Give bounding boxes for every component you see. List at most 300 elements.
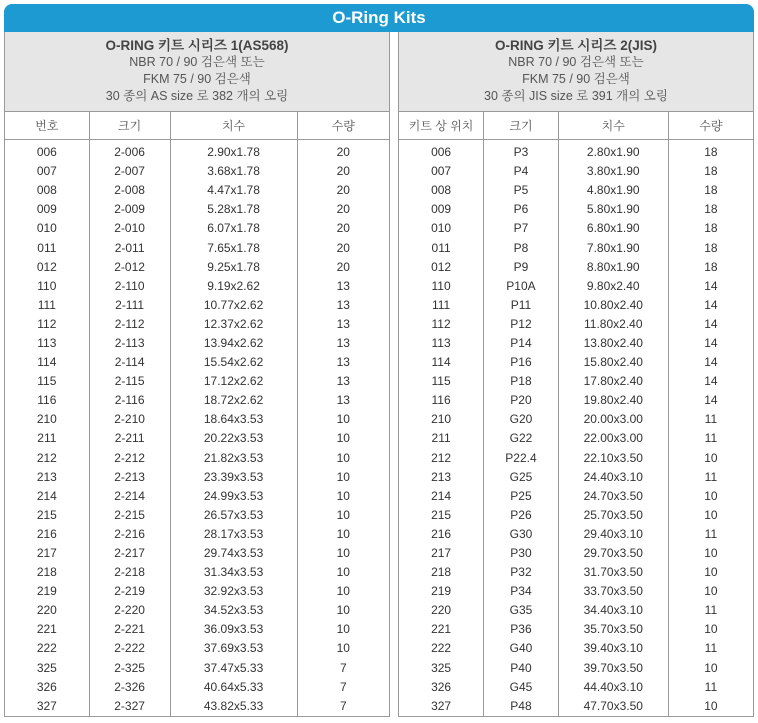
table-cell: 009 — [399, 200, 484, 219]
table-cell: 325 — [399, 659, 484, 678]
table-cell: 13 — [297, 334, 389, 353]
table-cell: 3.68x1.78 — [170, 162, 297, 181]
table-cell: P40 — [484, 659, 559, 678]
table-row — [5, 238, 390, 257]
table-cell: P7 — [484, 219, 559, 238]
table-cell: 10 — [668, 487, 753, 506]
table-cell: 11 — [668, 678, 753, 697]
table-row — [399, 697, 754, 717]
left-table-body — [5, 140, 390, 717]
table-row — [399, 582, 754, 601]
table-cell: 14 — [668, 334, 753, 353]
table-cell: 4.80x1.90 — [558, 181, 668, 200]
table-cell: 22.10x3.50 — [558, 449, 668, 468]
table-cell: 215 — [399, 506, 484, 525]
table-cell: 10 — [668, 449, 753, 468]
table-cell: 29.70x3.50 — [558, 544, 668, 563]
table-cell: 327 — [5, 697, 90, 717]
table-cell: 220 — [5, 601, 90, 620]
table-cell: 14 — [668, 353, 753, 372]
table-cell: 222 — [5, 639, 90, 658]
right-line-2: FKM 75 / 90 검은색 — [522, 72, 630, 86]
table-cell: 219 — [399, 582, 484, 601]
right-header — [398, 32, 754, 111]
table-cell: 34.52x3.53 — [170, 601, 297, 620]
table-cell: 20.22x3.53 — [170, 429, 297, 448]
table-cell: 2-220 — [89, 601, 170, 620]
table-cell: 18 — [668, 258, 753, 277]
right-col-kit-position: 키트 상 위치 — [399, 112, 484, 140]
table-cell: 18.72x2.62 — [170, 391, 297, 410]
table-cell: 10.80x2.40 — [558, 296, 668, 315]
tables-container — [4, 32, 754, 717]
table-cell: 10 — [297, 487, 389, 506]
table-cell: 36.09x3.53 — [170, 620, 297, 639]
table-cell: 7 — [297, 678, 389, 697]
table-cell: G20 — [484, 410, 559, 429]
table-cell: 47.70x3.50 — [558, 697, 668, 717]
table-cell: 10 — [668, 544, 753, 563]
table-cell: 23.39x3.53 — [170, 468, 297, 487]
table-cell: 32.92x3.53 — [170, 582, 297, 601]
table-row — [5, 697, 390, 717]
table-cell: P6 — [484, 200, 559, 219]
table-cell: 2-215 — [89, 506, 170, 525]
table-cell: 10 — [297, 410, 389, 429]
table-cell: P25 — [484, 487, 559, 506]
table-cell: 26.57x3.53 — [170, 506, 297, 525]
table-cell: 31.34x3.53 — [170, 563, 297, 582]
right-table-body — [399, 140, 754, 717]
table-cell: 008 — [5, 181, 90, 200]
banner-title: O-Ring Kits — [4, 4, 754, 32]
left-table-header-row — [5, 112, 390, 140]
right-line-1: NBR 70 / 90 검은색 또는 — [508, 55, 644, 69]
table-cell: 216 — [5, 525, 90, 544]
table-cell: 007 — [5, 162, 90, 181]
table-row — [399, 296, 754, 315]
table-cell: 29.40x3.10 — [558, 525, 668, 544]
table-cell: P18 — [484, 372, 559, 391]
table-cell: 006 — [399, 140, 484, 163]
table-cell: 17.80x2.40 — [558, 372, 668, 391]
table-cell: 210 — [5, 410, 90, 429]
table-cell: 326 — [5, 678, 90, 697]
left-col-number: 번호 — [5, 112, 90, 140]
table-row — [5, 525, 390, 544]
right-col-dimension: 치수 — [558, 112, 668, 140]
table-row — [399, 277, 754, 296]
table-cell: 10 — [668, 620, 753, 639]
table-cell: 2.80x1.90 — [558, 140, 668, 163]
page — [4, 4, 754, 717]
table-cell: 2.90x1.78 — [170, 140, 297, 163]
table-cell: G22 — [484, 429, 559, 448]
table-row — [5, 506, 390, 525]
table-cell: 29.74x3.53 — [170, 544, 297, 563]
table-cell: 012 — [5, 258, 90, 277]
table-cell: 218 — [5, 563, 90, 582]
table-cell: 7 — [297, 697, 389, 717]
table-cell: 011 — [5, 238, 90, 257]
table-cell: 2-116 — [89, 391, 170, 410]
table-cell: 43.82x5.33 — [170, 697, 297, 717]
table-cell: 2-326 — [89, 678, 170, 697]
table-cell: G45 — [484, 678, 559, 697]
table-cell: 2-110 — [89, 277, 170, 296]
table-cell: 2-111 — [89, 296, 170, 315]
table-cell: 20 — [297, 162, 389, 181]
table-cell: 18 — [668, 219, 753, 238]
table-cell: 14 — [668, 315, 753, 334]
left-col-dimension: 치수 — [170, 112, 297, 140]
left-panel — [4, 32, 390, 717]
left-table — [4, 111, 390, 717]
table-cell: 112 — [399, 315, 484, 334]
table-cell: 2-221 — [89, 620, 170, 639]
right-table — [398, 111, 754, 717]
left-title: O-RING 키트 시리즈 1(AS568) — [105, 38, 289, 53]
table-cell: P34 — [484, 582, 559, 601]
table-row — [399, 487, 754, 506]
table-cell: 10 — [668, 563, 753, 582]
table-row — [5, 140, 390, 163]
table-row — [399, 315, 754, 334]
table-cell: 18 — [668, 238, 753, 257]
table-cell: P8 — [484, 238, 559, 257]
table-row — [5, 544, 390, 563]
table-cell: 210 — [399, 410, 484, 429]
table-cell: 20 — [297, 258, 389, 277]
table-cell: 6.80x1.90 — [558, 219, 668, 238]
left-col-quantity: 수량 — [297, 112, 389, 140]
table-cell: 327 — [399, 697, 484, 717]
table-row — [399, 468, 754, 487]
table-row — [5, 429, 390, 448]
table-cell: 214 — [399, 487, 484, 506]
table-cell: 10 — [668, 506, 753, 525]
table-cell: 114 — [399, 353, 484, 372]
table-row — [5, 296, 390, 315]
table-row — [5, 678, 390, 697]
table-row — [5, 258, 390, 277]
table-cell: 3.80x1.90 — [558, 162, 668, 181]
table-cell: P36 — [484, 620, 559, 639]
table-row — [399, 140, 754, 163]
table-cell: 2-113 — [89, 334, 170, 353]
table-cell: 2-211 — [89, 429, 170, 448]
table-cell: 2-115 — [89, 372, 170, 391]
table-cell: 18 — [668, 200, 753, 219]
table-row — [5, 162, 390, 181]
table-cell: P16 — [484, 353, 559, 372]
table-cell: 11 — [668, 639, 753, 658]
table-cell: G35 — [484, 601, 559, 620]
table-cell: 35.70x3.50 — [558, 620, 668, 639]
table-cell: 39.40x3.10 — [558, 639, 668, 658]
table-cell: 219 — [5, 582, 90, 601]
left-line-2: FKM 75 / 90 검은색 — [143, 72, 251, 86]
table-cell: 20 — [297, 219, 389, 238]
right-panel — [398, 32, 754, 717]
table-cell: 10 — [297, 544, 389, 563]
table-row — [399, 410, 754, 429]
table-cell: 2-222 — [89, 639, 170, 658]
table-cell: 11 — [668, 429, 753, 448]
table-cell: 2-214 — [89, 487, 170, 506]
table-cell: 13 — [297, 372, 389, 391]
table-row — [399, 678, 754, 697]
left-header — [4, 32, 390, 111]
table-cell: 116 — [399, 391, 484, 410]
table-row — [399, 219, 754, 238]
table-cell: 17.12x2.62 — [170, 372, 297, 391]
table-cell: 217 — [5, 544, 90, 563]
table-cell: P20 — [484, 391, 559, 410]
table-cell: 2-009 — [89, 200, 170, 219]
table-cell: 21.82x3.53 — [170, 449, 297, 468]
table-row — [5, 200, 390, 219]
table-cell: P22.4 — [484, 449, 559, 468]
table-cell: 10 — [297, 449, 389, 468]
table-cell: P9 — [484, 258, 559, 277]
table-cell: 20.00x3.00 — [558, 410, 668, 429]
table-row — [399, 449, 754, 468]
table-row — [5, 659, 390, 678]
table-row — [399, 659, 754, 678]
table-cell: P32 — [484, 563, 559, 582]
table-cell: 20 — [297, 140, 389, 163]
table-row — [5, 449, 390, 468]
table-cell: P5 — [484, 181, 559, 200]
table-cell: 18 — [668, 140, 753, 163]
table-cell: 2-210 — [89, 410, 170, 429]
table-cell: 10 — [297, 468, 389, 487]
table-cell: 15.54x2.62 — [170, 353, 297, 372]
table-cell: 13 — [297, 353, 389, 372]
table-row — [399, 506, 754, 525]
right-title: O-RING 키트 시리즈 2(JIS) — [495, 38, 657, 53]
table-cell: 10 — [668, 659, 753, 678]
right-table-header-row — [399, 112, 754, 140]
table-cell: 6.07x1.78 — [170, 219, 297, 238]
table-cell: 215 — [5, 506, 90, 525]
table-cell: 8.80x1.90 — [558, 258, 668, 277]
table-cell: 2-114 — [89, 353, 170, 372]
table-cell: 18.64x3.53 — [170, 410, 297, 429]
table-cell: 2-008 — [89, 181, 170, 200]
table-cell: 221 — [399, 620, 484, 639]
table-cell: 012 — [399, 258, 484, 277]
table-cell: P4 — [484, 162, 559, 181]
table-cell: 7.80x1.90 — [558, 238, 668, 257]
left-line-3: 30 종의 AS size 로 382 개의 오링 — [105, 89, 289, 103]
table-cell: 13 — [297, 296, 389, 315]
table-row — [399, 162, 754, 181]
table-cell: 111 — [399, 296, 484, 315]
table-cell: 11 — [668, 410, 753, 429]
table-cell: 13 — [297, 277, 389, 296]
table-cell: 39.70x3.50 — [558, 659, 668, 678]
table-cell: 220 — [399, 601, 484, 620]
table-cell: G30 — [484, 525, 559, 544]
table-row — [399, 334, 754, 353]
table-row — [5, 181, 390, 200]
table-cell: 325 — [5, 659, 90, 678]
table-cell: 212 — [399, 449, 484, 468]
table-cell: 10 — [297, 639, 389, 658]
table-cell: P26 — [484, 506, 559, 525]
table-cell: 10 — [297, 506, 389, 525]
table-cell: 110 — [399, 277, 484, 296]
table-cell: 13.94x2.62 — [170, 334, 297, 353]
table-cell: 12.37x2.62 — [170, 315, 297, 334]
table-row — [5, 582, 390, 601]
table-cell: 10 — [297, 563, 389, 582]
table-cell: 008 — [399, 181, 484, 200]
table-row — [5, 639, 390, 658]
table-cell: 222 — [399, 639, 484, 658]
table-cell: 14 — [668, 296, 753, 315]
table-row — [399, 601, 754, 620]
table-cell: 5.80x1.90 — [558, 200, 668, 219]
table-row — [5, 334, 390, 353]
table-cell: P12 — [484, 315, 559, 334]
table-row — [399, 544, 754, 563]
table-cell: 011 — [399, 238, 484, 257]
table-cell: 20 — [297, 238, 389, 257]
left-line-1: NBR 70 / 90 검은색 또는 — [129, 55, 265, 69]
table-cell: 24.70x3.50 — [558, 487, 668, 506]
table-cell: 40.64x5.33 — [170, 678, 297, 697]
table-cell: 2-112 — [89, 315, 170, 334]
table-cell: 18 — [668, 162, 753, 181]
table-row — [399, 372, 754, 391]
table-cell: 113 — [399, 334, 484, 353]
table-cell: 10 — [668, 582, 753, 601]
table-cell: 11 — [668, 525, 753, 544]
table-cell: 10 — [297, 601, 389, 620]
table-cell: 2-213 — [89, 468, 170, 487]
table-cell: 115 — [399, 372, 484, 391]
table-cell: 007 — [399, 162, 484, 181]
table-cell: 115 — [5, 372, 90, 391]
table-cell: 010 — [399, 219, 484, 238]
table-cell: 24.40x3.10 — [558, 468, 668, 487]
table-cell: G40 — [484, 639, 559, 658]
table-row — [399, 563, 754, 582]
table-row — [5, 372, 390, 391]
table-cell: 5.28x1.78 — [170, 200, 297, 219]
table-cell: 14 — [668, 277, 753, 296]
table-cell: 2-219 — [89, 582, 170, 601]
table-row — [5, 601, 390, 620]
table-cell: P14 — [484, 334, 559, 353]
table-cell: 34.40x3.10 — [558, 601, 668, 620]
table-row — [5, 315, 390, 334]
table-row — [399, 429, 754, 448]
table-cell: 13.80x2.40 — [558, 334, 668, 353]
table-row — [399, 391, 754, 410]
table-cell: 37.47x5.33 — [170, 659, 297, 678]
table-cell: 2-212 — [89, 449, 170, 468]
table-row — [399, 353, 754, 372]
table-cell: 10 — [668, 697, 753, 717]
table-cell: 213 — [5, 468, 90, 487]
table-row — [399, 525, 754, 544]
table-cell: 10 — [297, 582, 389, 601]
table-row — [399, 181, 754, 200]
table-cell: 114 — [5, 353, 90, 372]
right-line-3: 30 종의 JIS size 로 391 개의 오링 — [484, 89, 668, 103]
table-cell: 218 — [399, 563, 484, 582]
table-cell: 11.80x2.40 — [558, 315, 668, 334]
table-cell: 9.25x1.78 — [170, 258, 297, 277]
table-cell: P10A — [484, 277, 559, 296]
table-cell: 11 — [668, 468, 753, 487]
table-cell: 18 — [668, 181, 753, 200]
table-row — [399, 238, 754, 257]
table-cell: 010 — [5, 219, 90, 238]
table-cell: 7.65x1.78 — [170, 238, 297, 257]
table-cell: 31.70x3.50 — [558, 563, 668, 582]
table-cell: 10 — [297, 620, 389, 639]
table-cell: 116 — [5, 391, 90, 410]
table-row — [399, 639, 754, 658]
table-cell: 22.00x3.00 — [558, 429, 668, 448]
table-cell: 216 — [399, 525, 484, 544]
table-cell: 10 — [297, 429, 389, 448]
table-row — [5, 391, 390, 410]
table-row — [5, 277, 390, 296]
table-row — [5, 563, 390, 582]
table-cell: 28.17x3.53 — [170, 525, 297, 544]
table-cell: 2-217 — [89, 544, 170, 563]
table-cell: 111 — [5, 296, 90, 315]
table-cell: 221 — [5, 620, 90, 639]
table-cell: 10 — [297, 525, 389, 544]
right-col-size: 크기 — [484, 112, 559, 140]
table-cell: 25.70x3.50 — [558, 506, 668, 525]
table-cell: P11 — [484, 296, 559, 315]
table-cell: 009 — [5, 200, 90, 219]
table-cell: 4.47x1.78 — [170, 181, 297, 200]
table-cell: 113 — [5, 334, 90, 353]
table-row — [5, 620, 390, 639]
table-row — [399, 200, 754, 219]
table-cell: 110 — [5, 277, 90, 296]
table-cell: 19.80x2.40 — [558, 391, 668, 410]
table-cell: 33.70x3.50 — [558, 582, 668, 601]
table-cell: G25 — [484, 468, 559, 487]
table-row — [399, 258, 754, 277]
table-cell: 14 — [668, 372, 753, 391]
table-cell: P48 — [484, 697, 559, 717]
right-col-quantity: 수량 — [668, 112, 753, 140]
table-cell: 9.19x2.62 — [170, 277, 297, 296]
table-cell: 13 — [297, 315, 389, 334]
table-cell: P3 — [484, 140, 559, 163]
table-cell: 13 — [297, 391, 389, 410]
table-cell: 213 — [399, 468, 484, 487]
table-cell: 2-006 — [89, 140, 170, 163]
table-cell: 20 — [297, 200, 389, 219]
table-cell: 2-218 — [89, 563, 170, 582]
table-cell: 2-010 — [89, 219, 170, 238]
table-cell: 211 — [5, 429, 90, 448]
table-cell: 211 — [399, 429, 484, 448]
table-row — [5, 219, 390, 238]
